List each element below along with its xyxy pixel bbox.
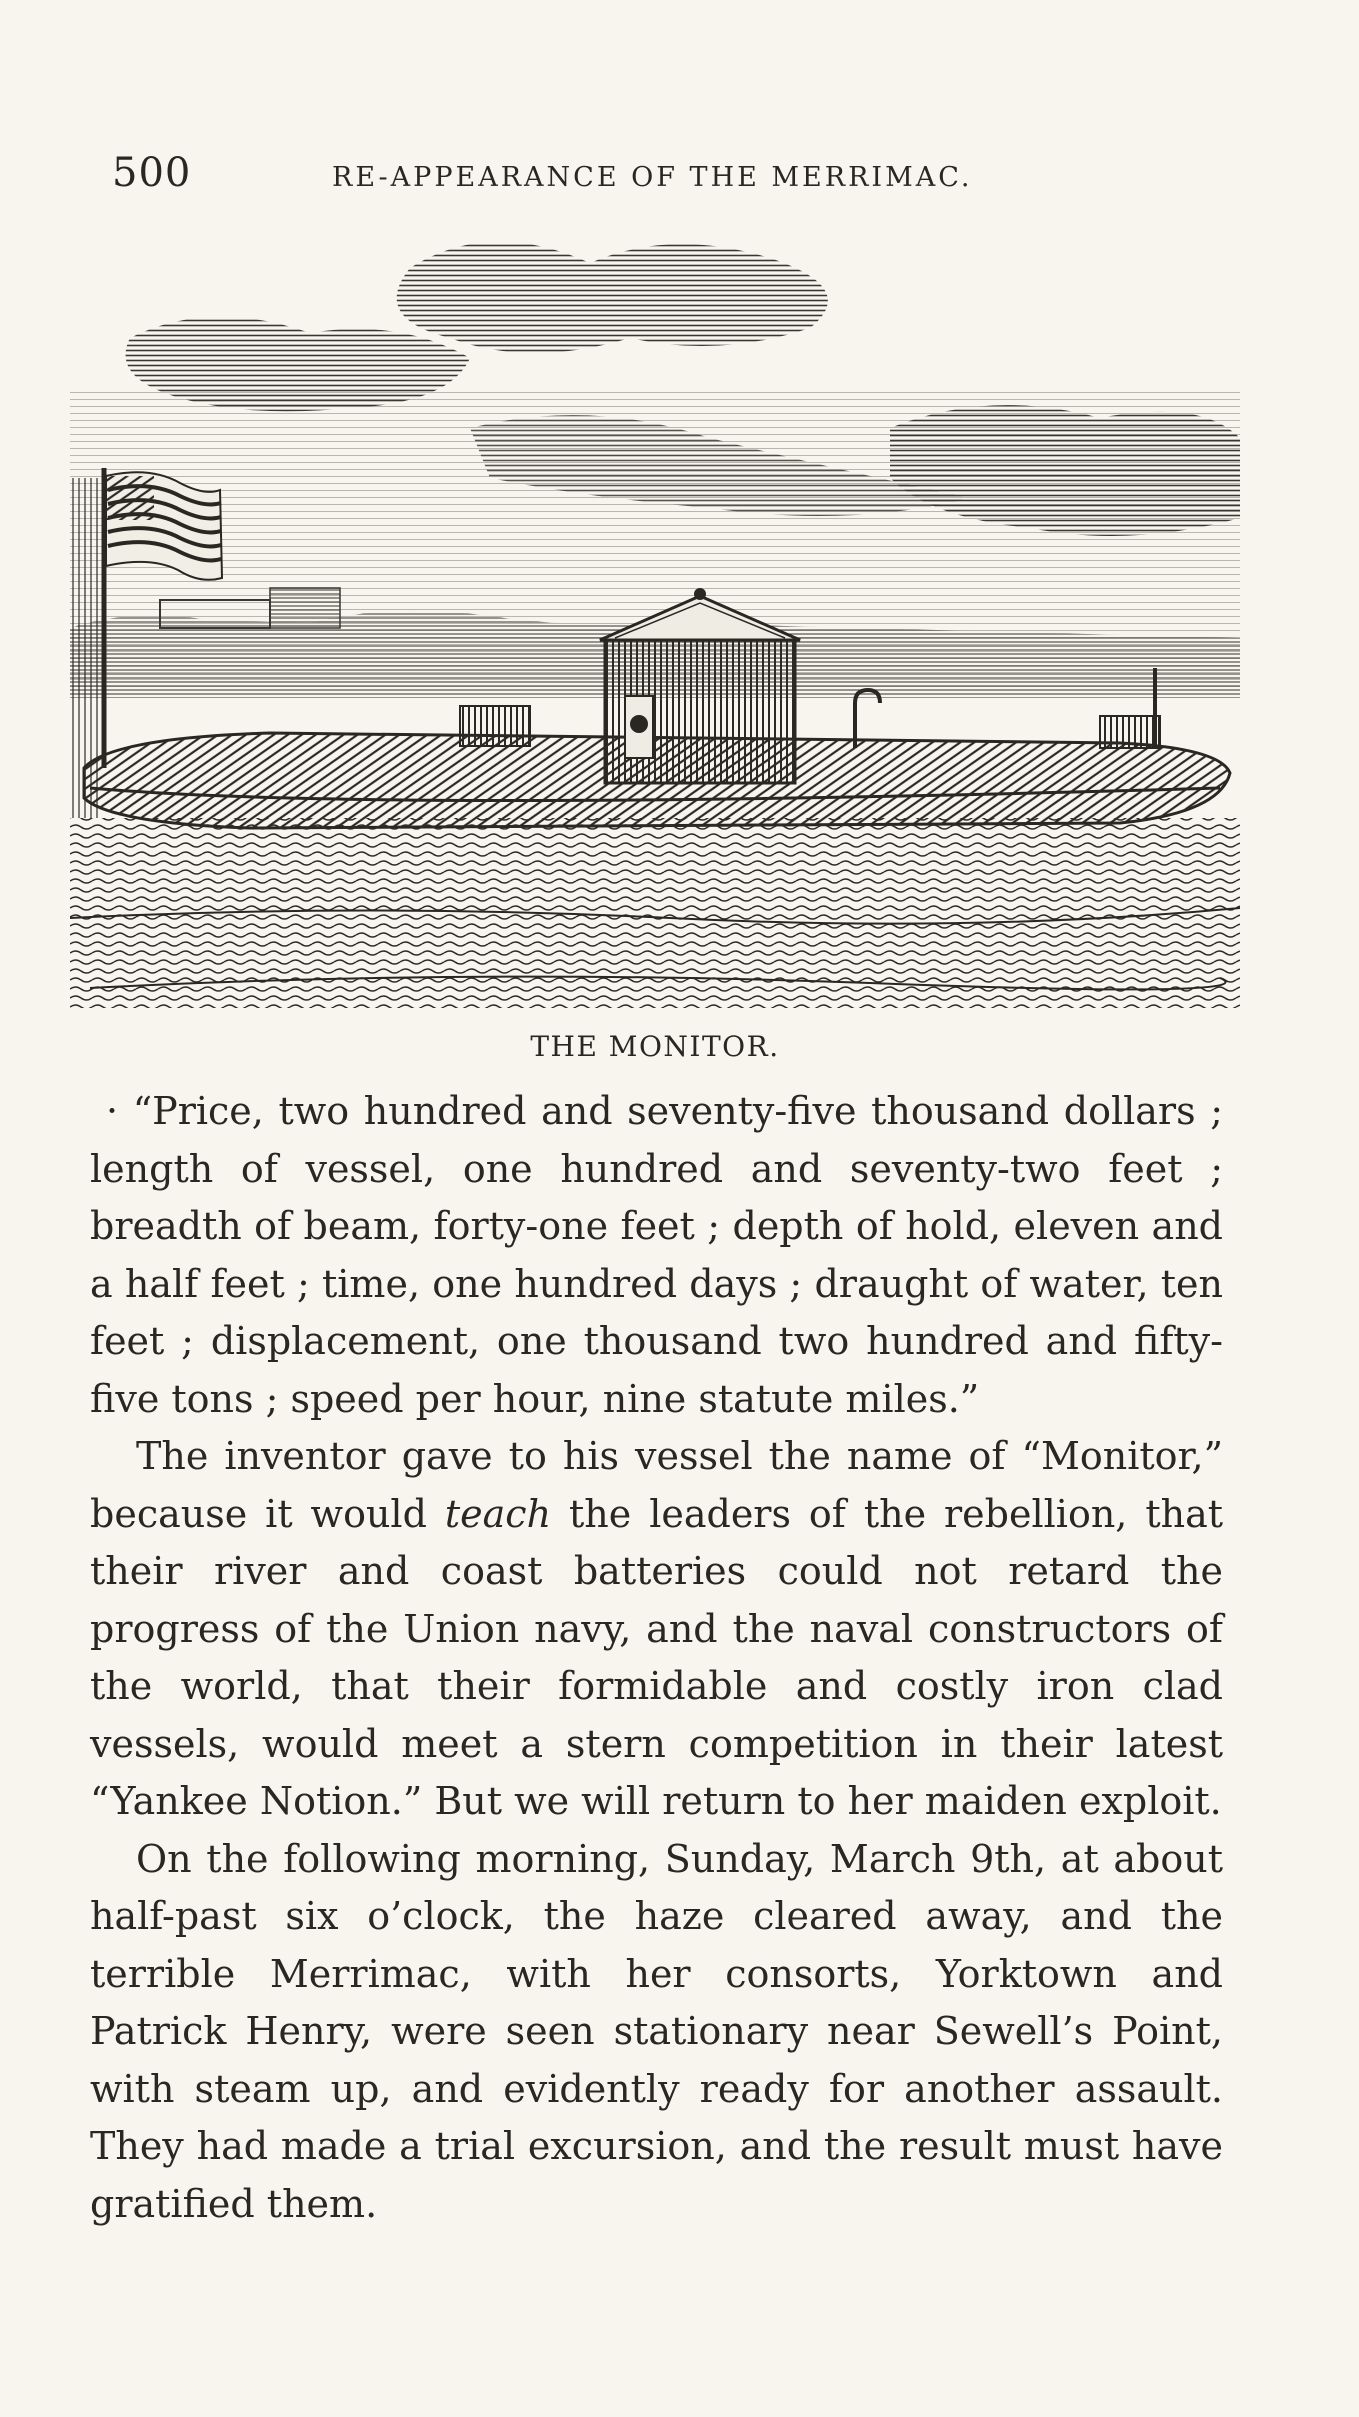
running-head: [110, 150, 1250, 200]
following-morning-paragraph: On the following morning, Sunday, March 9th, at about half-past six o’clock, the haze cleared away, and the terrible Merrimac, with her consorts, Yorktown and Patrick Henry, were seen stationary near Sewell’s Point, with steam up, and evidently ready for another assault. They had made a trial excursion, and the result must have gratified them.: [90, 1836, 1223, 2226]
cloud-upper: [397, 242, 828, 353]
page-number: 500: [112, 150, 192, 196]
cloud-left: [126, 317, 470, 412]
specification-quote-paragraph: · “Price, two hundred and seventy-five thousand dollars ; length of vessel, one hundred and seventy-two feet ; breadth of beam, forty-one feet ; depth of hold, eleven and a half feet ; time, one hundred days ; draught of water, ten feet ; displacement, one thousand two hundred and fifty-five tons ; speed per hour, nine statute miles.”: [90, 1089, 1223, 1421]
paragraph-text: the leaders of the rebellion, that their river and coast batteries could not retard the progress of the Union navy, and the naval constructors of the world, that their formidable and costly iron clad vessels, would meet a stern competition in their latest “Yankee Notion.” But we will return to her maiden exploit.: [90, 1491, 1224, 1823]
emphasis-teach: teach: [444, 1491, 552, 1536]
monitor-name-paragraph: [90, 1428, 1223, 1831]
pilot-house: [460, 706, 530, 746]
paragraph-text: The inventor gave to his vessel the name of “Monitor,” because it would: [90, 1434, 1223, 1536]
running-title: RE-APPEARANCE OF THE MERRIMAC.: [332, 162, 973, 193]
water: [70, 818, 1240, 1008]
body-text: [90, 1083, 1223, 2233]
monitor-engraving: [70, 228, 1240, 1008]
illustration-caption: THE MONITOR.: [530, 1030, 780, 1063]
